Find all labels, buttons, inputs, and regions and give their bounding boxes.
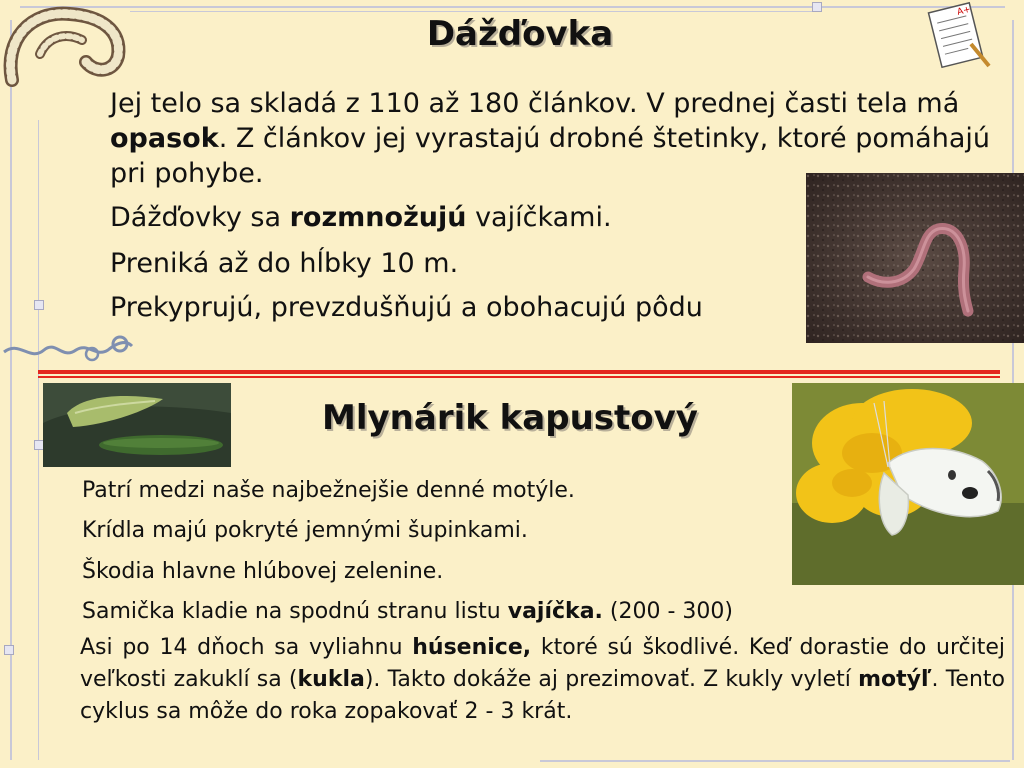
frame-ornament [812, 2, 822, 12]
divider-rule-top [38, 370, 1000, 374]
earthworm-title: Dážďovka [426, 14, 614, 54]
earthworm-body-bold-term: opasok [110, 123, 219, 154]
frame-top-line-inner [130, 11, 820, 12]
earthworm-reproduction-text: vajíčkami. [466, 202, 612, 233]
frame-top-line [20, 6, 1005, 8]
earthworm-body-text: . Z článkov jej vyrastajú drobné štetinky, ktoré pomáhajú pri pohybe. [110, 123, 990, 189]
butterfly-eggs-count: (200 - 300) [602, 599, 733, 624]
butterfly-eggs-text: Samička kladie na spodnú stranu listu [82, 599, 508, 624]
butterfly-line-damage: Škodia hlavne hlúbovej zelenine. [82, 559, 444, 584]
ornament-scroll [0, 330, 140, 370]
earthworm-clipart [0, 0, 140, 100]
frame-ornament [34, 300, 44, 310]
butterfly-line-common: Patrí medzi naše najbežnejšie denné motýle. [82, 478, 575, 503]
lifecycle-text: ). Takto dokáže aj prezimovať. Z kukly vyletí [364, 667, 859, 692]
chrysalis-caterpillar-photo [43, 383, 231, 467]
frame-ornament [4, 645, 14, 655]
divider-rule-bottom [38, 376, 1000, 378]
earthworm-reproduction-text: Dážďovky sa [110, 202, 290, 233]
lifecycle-text: . Tento cyklus sa môže do roka zopakovať 2 - 3 krát. [80, 667, 1005, 724]
lifecycle-bold-butterfly: motýľ [858, 667, 932, 692]
butterfly-lifecycle-paragraph [80, 632, 1005, 728]
earthworm-soil-line: Prekyprujú, prevzdušňujú a obohacujú pôdu [110, 292, 703, 323]
svg-text:A+: A+ [956, 4, 972, 18]
butterfly-line-wings: Krídla majú pokryté jemnými šupinkami. [82, 518, 528, 543]
notebook-clipart [925, 0, 995, 72]
lifecycle-text: ktoré sú škodlivé. Keď dorastie do určitej veľkosti zakuklí sa ( [80, 635, 1005, 692]
butterfly-line-eggs [82, 595, 982, 628]
lifecycle-bold-pupa: kukla [297, 667, 365, 692]
lifecycle-text: Asi po 14 dňoch sa vyliahnu [80, 635, 413, 660]
butterfly-photo [792, 383, 1024, 585]
butterfly-title: Mlynárik kapustový [322, 398, 698, 438]
butterfly-eggs-bold: vajíčka. [507, 599, 603, 624]
earthworm-reproduction-bold: rozmnožujú [289, 202, 467, 233]
earthworm-depth-line: Preniká až do hĺbky 10 m. [110, 248, 459, 279]
section-divider [38, 370, 1000, 380]
lifecycle-bold-caterpillars: húsenice, [412, 635, 532, 660]
earthworm-photo [806, 173, 1024, 343]
earthworm-reproduction-line [110, 200, 790, 235]
frame-bottom-line [540, 760, 1010, 762]
earthworm-body-text: Jej telo sa skladá z 110 až 180 článkov. V prednej časti tela má [110, 88, 960, 119]
